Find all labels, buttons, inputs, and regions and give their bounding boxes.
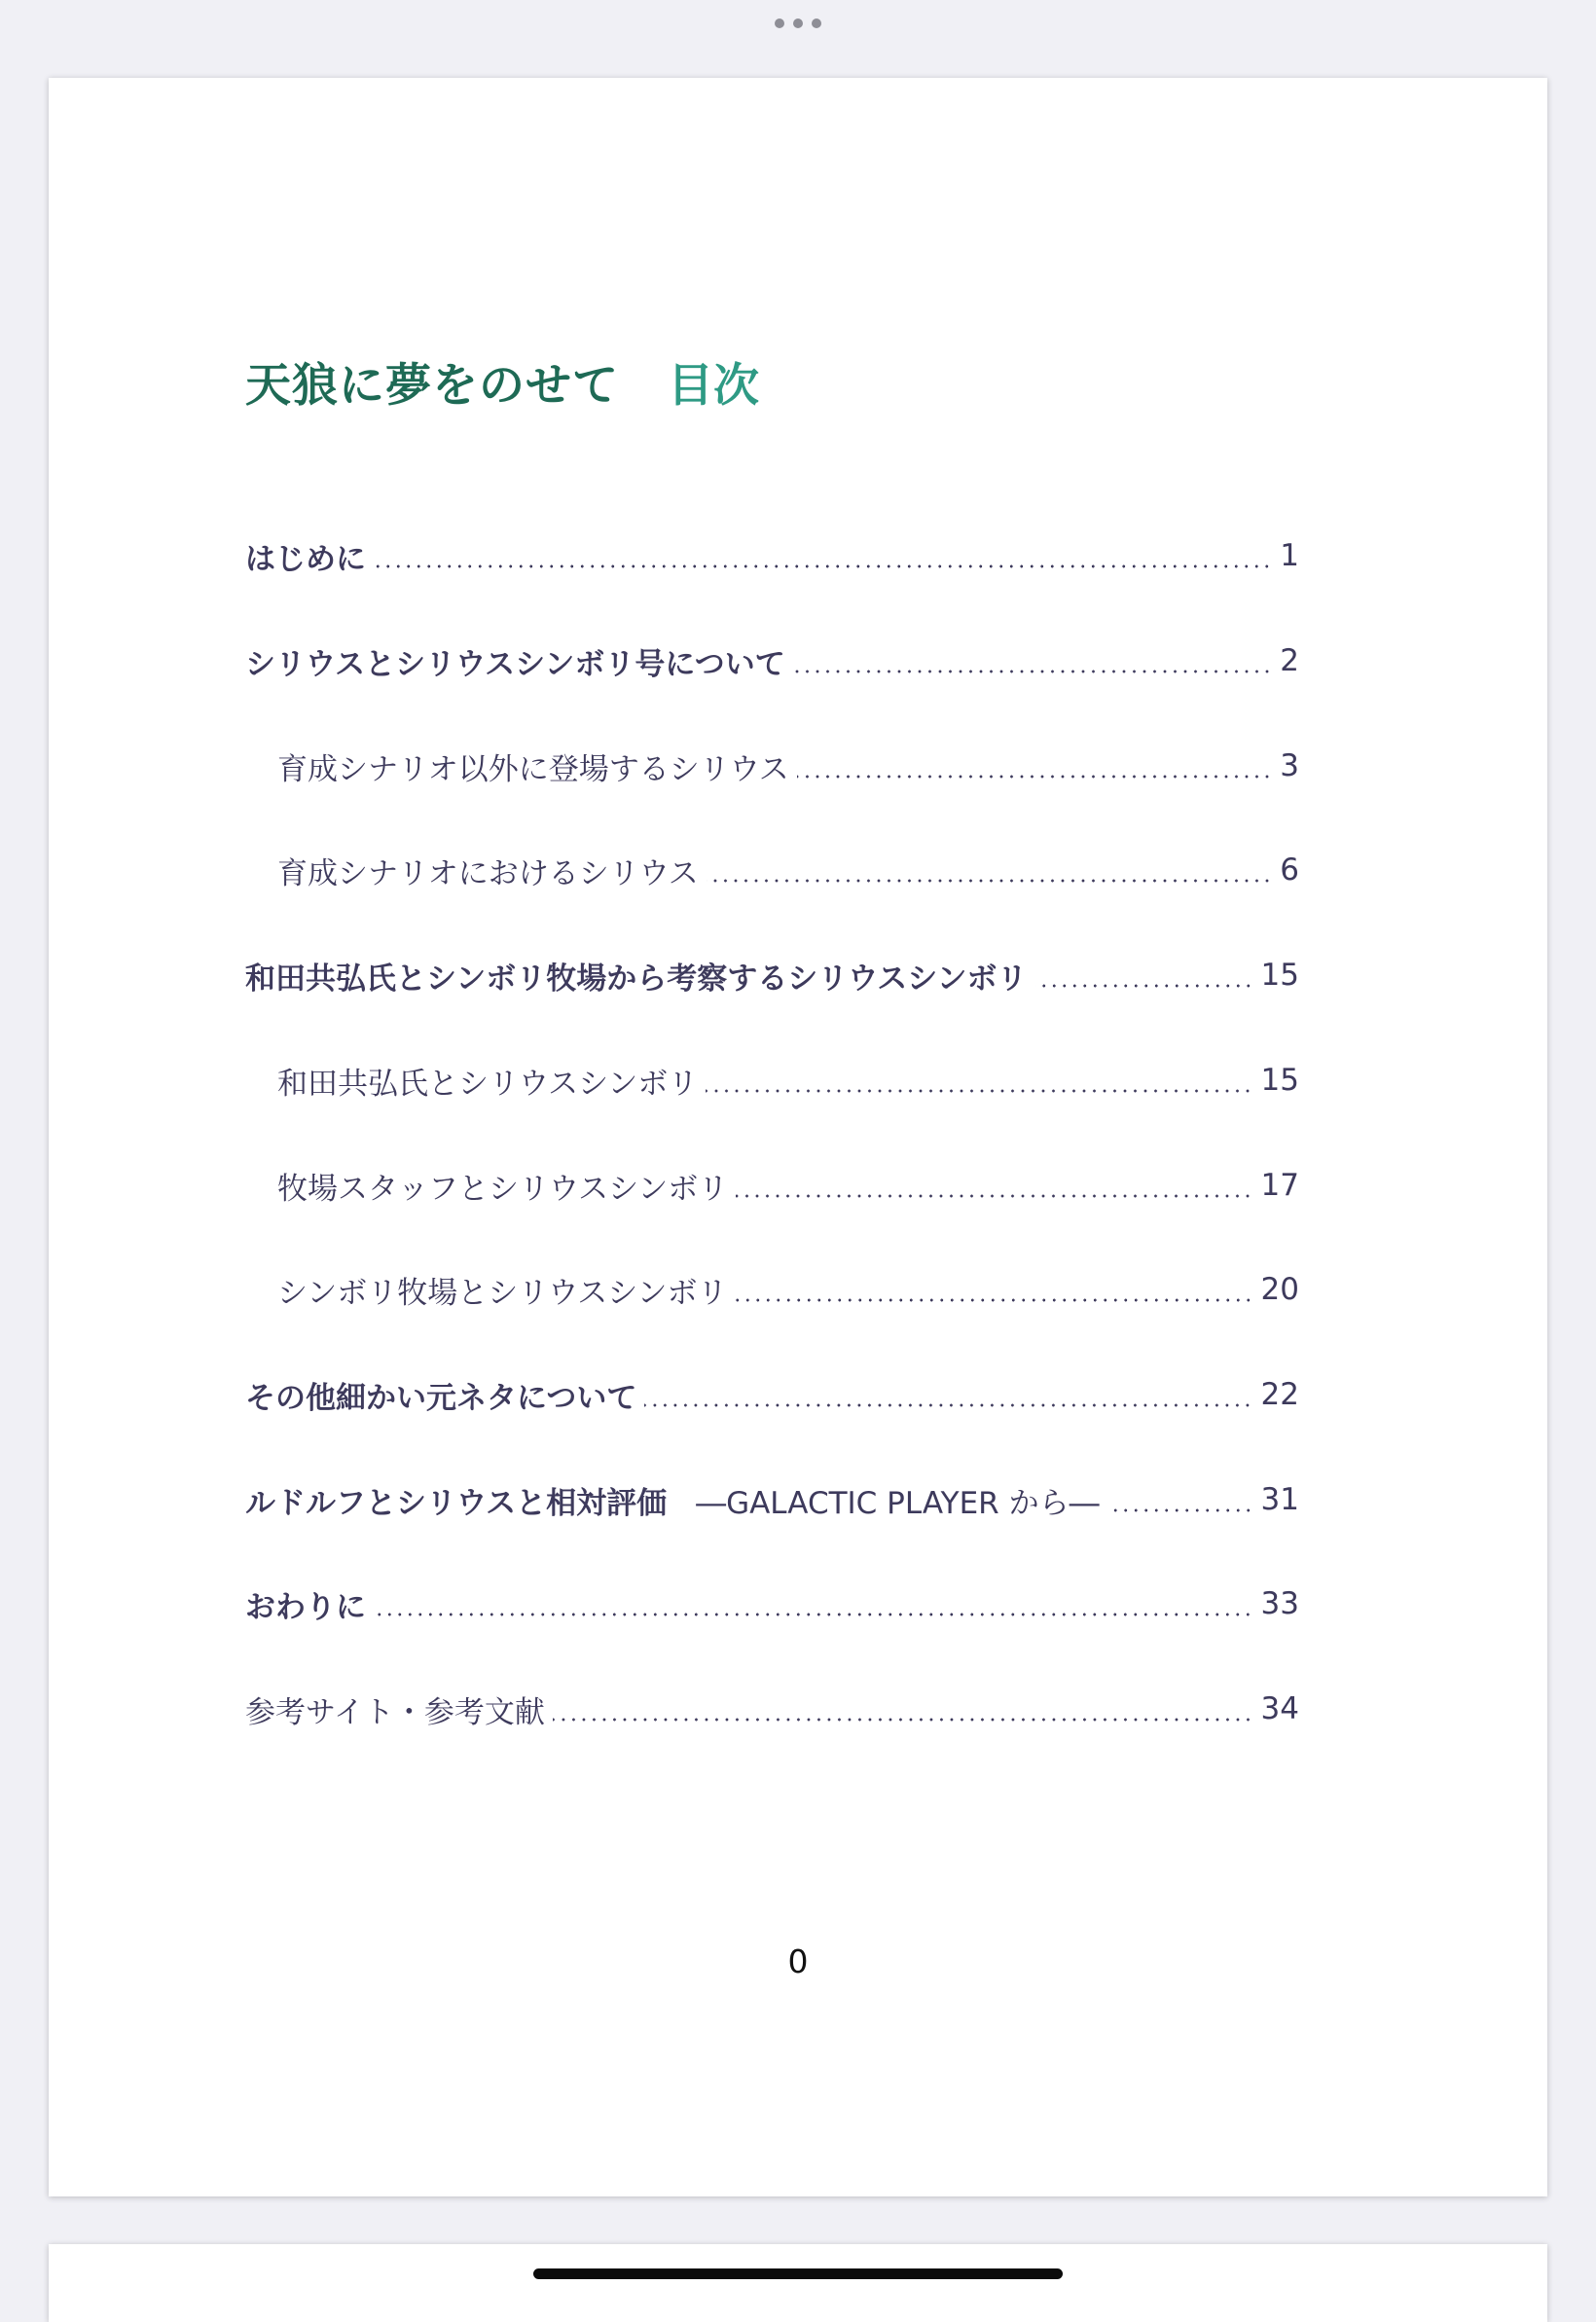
dot-leader: [374, 1613, 1253, 1616]
toc-entry-page: 31: [1260, 1482, 1299, 1517]
toc-entry[interactable]: [245, 1680, 1299, 1738]
toc-entry-page: 34: [1260, 1691, 1299, 1726]
dot-leader: [1035, 984, 1253, 988]
menu-dot: [775, 18, 784, 28]
dot-leader: [1107, 1508, 1253, 1512]
toc-entry-page: 20: [1260, 1272, 1299, 1307]
dot-leader: [706, 1089, 1252, 1093]
toc-entry-subtitle: ―GALACTIC PLAYER から―: [696, 1485, 1100, 1521]
toc-entry-page: 2: [1280, 643, 1299, 678]
toc-heading: [245, 343, 759, 420]
dot-leader: [644, 1403, 1252, 1407]
toc-entry[interactable]: [245, 632, 1299, 690]
toc-subentry[interactable]: [245, 737, 1299, 795]
toc-entry-page: 15: [1260, 1063, 1299, 1098]
home-indicator[interactable]: [533, 2268, 1063, 2279]
toc-entry-page: 17: [1260, 1168, 1299, 1203]
dot-leader: [707, 879, 1272, 883]
toc-entry-title: はじめに: [245, 541, 366, 577]
menu-dot: [812, 18, 821, 28]
more-options-icon[interactable]: [775, 14, 821, 33]
toc-entry-title: 育成シナリオにおけるシリウス: [277, 855, 699, 891]
toc-subentry[interactable]: [245, 1156, 1299, 1215]
toc-entry-title: シンボリ牧場とシリウスシンボリ: [277, 1275, 728, 1311]
toc-entry-title: 和田共弘氏とシリウスシンボリ: [277, 1066, 699, 1102]
dot-leader: [797, 775, 1272, 779]
book-title: 天狼に夢をのせて: [245, 358, 619, 413]
toc-entry-page: 3: [1280, 748, 1299, 783]
toc-entry-title: 和田共弘氏とシンボリ牧場から考察するシリウスシンボリ: [245, 961, 1028, 997]
toc-entry-title: ルドルフとシリウスと相対評価: [245, 1485, 668, 1521]
dot-leader: [736, 1194, 1252, 1198]
toc-entry-page: 15: [1260, 958, 1299, 993]
toc-label: 目次: [668, 358, 759, 413]
toc-entry-title: 牧場スタッフとシリウスシンボリ: [277, 1171, 729, 1207]
toc-entry-page: 6: [1280, 853, 1299, 888]
dot-leader: [736, 1298, 1253, 1302]
toc-subentry[interactable]: [245, 1051, 1299, 1109]
toc-entry-page: 22: [1260, 1377, 1299, 1412]
toc-entry[interactable]: [245, 1470, 1299, 1529]
toc-subentry[interactable]: [245, 1260, 1299, 1319]
toc-entry-page: 1: [1280, 538, 1299, 573]
toc-entry-page: 33: [1260, 1586, 1299, 1621]
toc-entry-title: シリウスとシリウスシンボリ号について: [245, 646, 785, 682]
menu-dot: [793, 18, 803, 28]
dot-leader: [374, 564, 1272, 568]
toc-entry[interactable]: [245, 1575, 1299, 1633]
toc-entry[interactable]: [245, 946, 1299, 1004]
dot-leader: [793, 670, 1272, 673]
page-number: 0: [787, 1942, 809, 1980]
next-document-page: [49, 2244, 1547, 2322]
toc-entry-title: おわりに: [245, 1589, 366, 1625]
toc-subentry[interactable]: [245, 841, 1299, 899]
toc-entry-title: 育成シナリオ以外に登場するシリウス: [277, 751, 789, 787]
dot-leader: [553, 1718, 1253, 1722]
toc-entry[interactable]: [245, 1365, 1299, 1424]
toc-entry-title: その他細かい元ネタについて: [245, 1380, 637, 1416]
toc-entry[interactable]: [245, 526, 1299, 585]
toc-entry-title: 参考サイト・参考文献: [245, 1694, 545, 1730]
